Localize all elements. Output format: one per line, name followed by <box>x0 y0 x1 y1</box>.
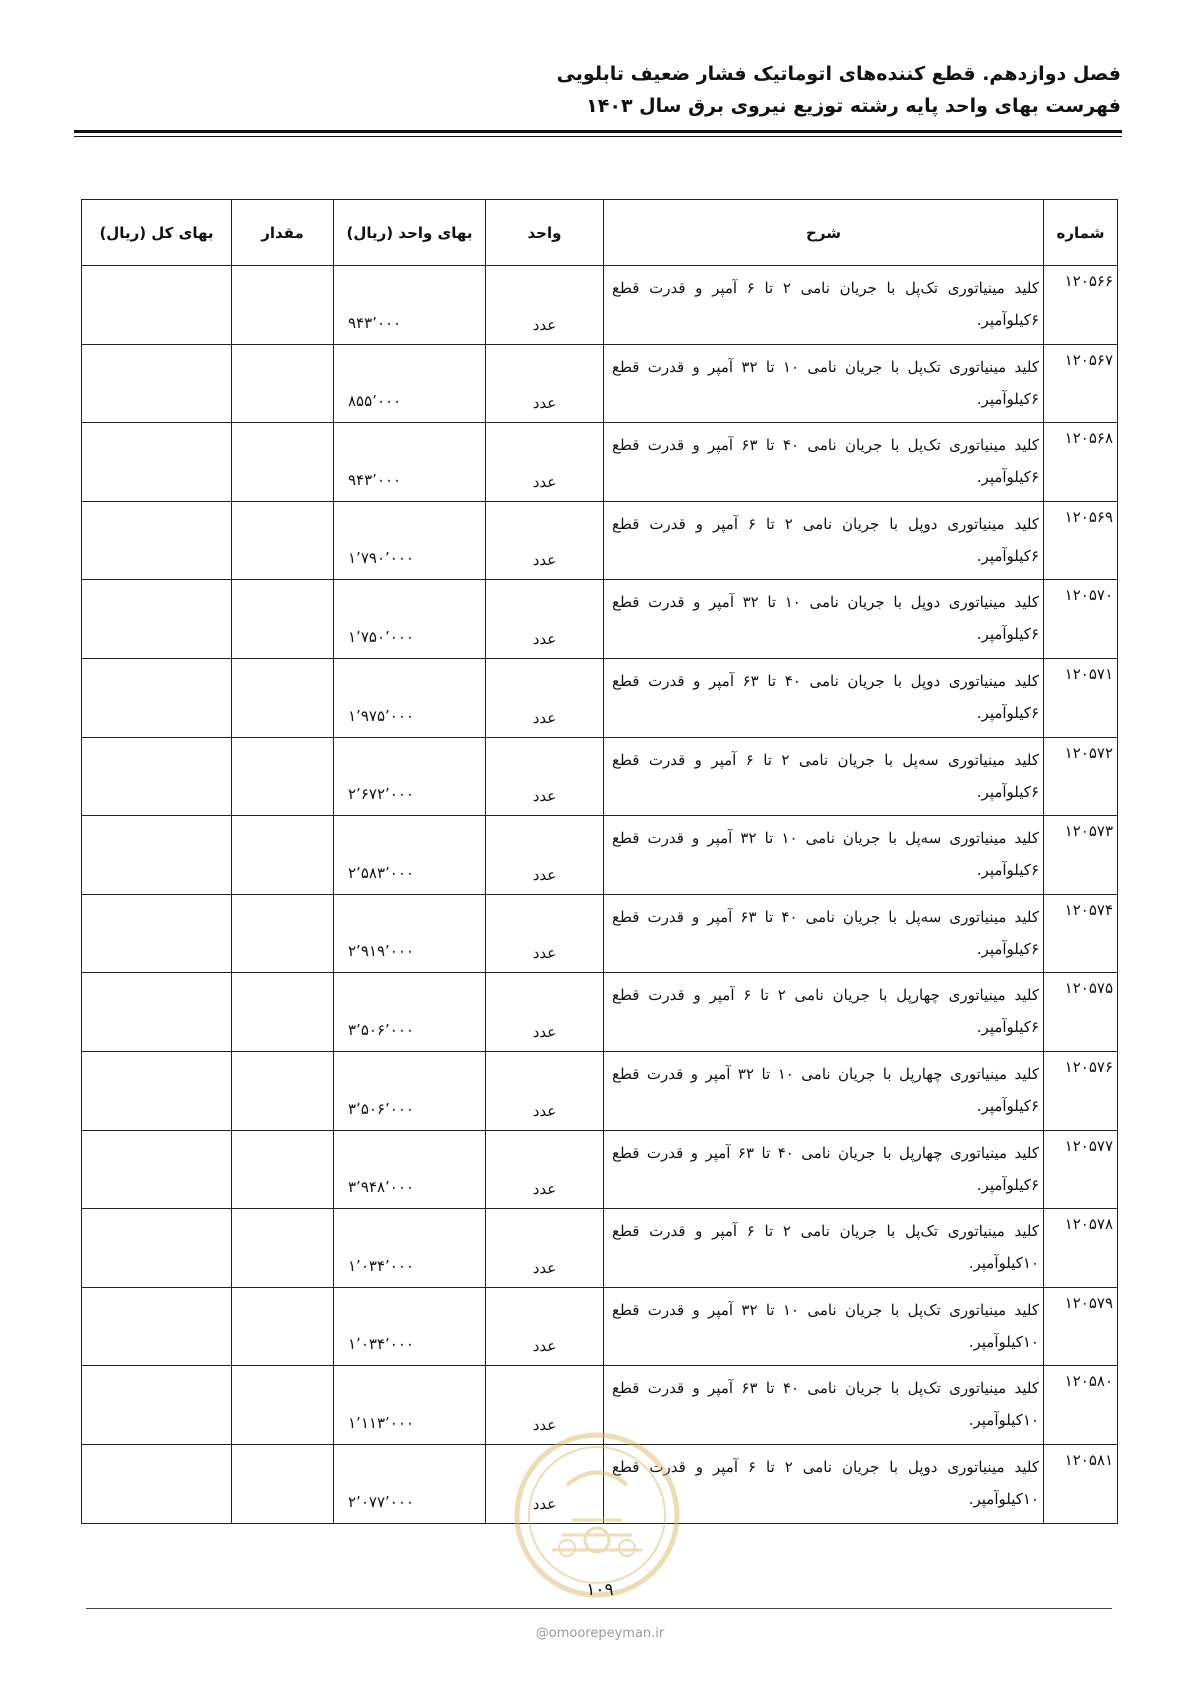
item-description: کلید مینیاتوری سه‌پل با جریان نامی ۲ تا ۶ آمپر و قدرت قطع ۶کیلوآمپر. <box>604 737 1044 816</box>
item-description: کلید مینیاتوری چهارپل با جریان نامی ۲ تا ۶ آمپر و قدرت قطع ۶کیلوآمپر. <box>604 973 1044 1052</box>
item-quantity <box>232 1287 334 1366</box>
item-code: ۱۲۰۵۷۵ <box>1044 973 1118 1052</box>
item-description: کلید مینیاتوری دوپل با جریان نامی ۱۰ تا ۳۲ آمپر و قدرت قطع ۶کیلوآمپر. <box>604 580 1044 659</box>
item-description: کلید مینیاتوری تک‌پل با جریان نامی ۱۰ تا ۳۲ آمپر و قدرت قطع ۱۰کیلوآمپر. <box>604 1287 1044 1366</box>
item-unit: عدد <box>486 737 604 816</box>
item-unit: عدد <box>486 973 604 1052</box>
header-rule <box>74 130 1122 133</box>
table-row <box>82 973 1118 1052</box>
item-unit: عدد <box>486 1051 604 1130</box>
table-row <box>82 580 1118 659</box>
header-rule-thin <box>74 136 1122 137</box>
table-row <box>82 501 1118 580</box>
item-total-price <box>82 423 232 502</box>
item-unit-price: ۱٬۹۷۵٬۰۰۰ <box>334 658 486 737</box>
item-quantity <box>232 344 334 423</box>
item-unit-price: ۸۵۵٬۰۰۰ <box>334 344 486 423</box>
price-table <box>81 199 1118 1524</box>
table-row <box>82 1130 1118 1209</box>
item-total-price <box>82 1209 232 1288</box>
item-code: ۱۲۰۵۶۶ <box>1044 266 1118 345</box>
item-total-price <box>82 501 232 580</box>
item-description: کلید مینیاتوری چهارپل با جریان نامی ۱۰ تا ۳۲ آمپر و قدرت قطع ۶کیلوآمپر. <box>604 1051 1044 1130</box>
item-code: ۱۲۰۵۶۷ <box>1044 344 1118 423</box>
item-code: ۱۲۰۵۷۷ <box>1044 1130 1118 1209</box>
item-description: کلید مینیاتوری دوپل با جریان نامی ۲ تا ۶ آمپر و قدرت قطع ۶کیلوآمپر. <box>604 501 1044 580</box>
item-unit-price: ۲٬۶۷۲٬۰۰۰ <box>334 737 486 816</box>
table-row <box>82 737 1118 816</box>
item-code: ۱۲۰۵۷۸ <box>1044 1209 1118 1288</box>
item-total-price <box>82 1287 232 1366</box>
table-row <box>82 658 1118 737</box>
table-row <box>82 1287 1118 1366</box>
item-total-price <box>82 266 232 345</box>
item-unit-price: ۲٬۰۷۷٬۰۰۰ <box>334 1444 486 1523</box>
item-code: ۱۲۰۵۷۶ <box>1044 1051 1118 1130</box>
item-quantity <box>232 894 334 973</box>
item-total-price <box>82 1444 232 1523</box>
item-code: ۱۲۰۵۶۹ <box>1044 501 1118 580</box>
header-unit: واحد <box>486 200 604 266</box>
item-unit: عدد <box>486 344 604 423</box>
table-row <box>82 894 1118 973</box>
item-quantity <box>232 1209 334 1288</box>
item-description: کلید مینیاتوری سه‌پل با جریان نامی ۴۰ تا ۶۳ آمپر و قدرت قطع ۶کیلوآمپر. <box>604 894 1044 973</box>
item-unit-price: ۱٬۷۹۰٬۰۰۰ <box>334 501 486 580</box>
item-code: ۱۲۰۵۷۰ <box>1044 580 1118 659</box>
header-description: شرح <box>604 200 1044 266</box>
item-unit: عدد <box>486 266 604 345</box>
item-total-price <box>82 973 232 1052</box>
item-description: کلید مینیاتوری چهارپل با جریان نامی ۴۰ تا ۶۳ آمپر و قدرت قطع ۶کیلوآمپر. <box>604 1130 1044 1209</box>
item-code: ۱۲۰۵۷۱ <box>1044 658 1118 737</box>
item-quantity <box>232 658 334 737</box>
header-unit-price: بهای واحد (ریال) <box>334 200 486 266</box>
header-total-price: بهای کل (ریال) <box>82 200 232 266</box>
item-quantity <box>232 973 334 1052</box>
item-quantity <box>232 1444 334 1523</box>
chapter-title: فصل دوازدهم. قطع کننده‌های اتوماتیک فشار ضعیف تابلویی <box>556 63 1121 85</box>
item-unit: عدد <box>486 501 604 580</box>
table-header-row <box>82 200 1118 266</box>
item-quantity <box>232 1051 334 1130</box>
item-total-price <box>82 1051 232 1130</box>
item-quantity <box>232 737 334 816</box>
item-description: کلید مینیاتوری سه‌پل با جریان نامی ۱۰ تا ۳۲ آمپر و قدرت قطع ۶کیلوآمپر. <box>604 816 1044 895</box>
item-code: ۱۲۰۵۷۹ <box>1044 1287 1118 1366</box>
table-row <box>82 816 1118 895</box>
item-quantity <box>232 266 334 345</box>
item-unit-price: ۲٬۵۸۳٬۰۰۰ <box>334 816 486 895</box>
item-description: کلید مینیاتوری دوپل با جریان نامی ۴۰ تا ۶۳ آمپر و قدرت قطع ۶کیلوآمپر. <box>604 658 1044 737</box>
document-title: فهرست بهای واحد پایه رشته توزیع نیروی برق سال ۱۴۰۳ <box>586 95 1121 117</box>
item-total-price <box>82 1130 232 1209</box>
item-quantity <box>232 423 334 502</box>
item-unit-price: ۲٬۹۱۹٬۰۰۰ <box>334 894 486 973</box>
footer-rule <box>86 1608 1112 1609</box>
item-unit: عدد <box>486 1444 604 1523</box>
item-unit: عدد <box>486 894 604 973</box>
item-unit: عدد <box>486 423 604 502</box>
item-description: کلید مینیاتوری تک‌پل با جریان نامی ۴۰ تا ۶۳ آمپر و قدرت قطع ۱۰کیلوآمپر. <box>604 1366 1044 1445</box>
item-unit: عدد <box>486 1130 604 1209</box>
item-unit-price: ۳٬۵۰۶٬۰۰۰ <box>334 973 486 1052</box>
item-quantity <box>232 1130 334 1209</box>
header-quantity: مقدار <box>232 200 334 266</box>
item-unit-price: ۱٬۱۱۳٬۰۰۰ <box>334 1366 486 1445</box>
item-quantity <box>232 580 334 659</box>
item-quantity <box>232 1366 334 1445</box>
item-description: کلید مینیاتوری تک‌پل با جریان نامی ۲ تا ۶ آمپر و قدرت قطع ۶کیلوآمپر. <box>604 266 1044 345</box>
item-unit-price: ۱٬۷۵۰٬۰۰۰ <box>334 580 486 659</box>
item-code: ۱۲۰۵۸۰ <box>1044 1366 1118 1445</box>
page-number: ۱۰۹ <box>586 1580 614 1600</box>
item-description: کلید مینیاتوری تک‌پل با جریان نامی ۱۰ تا ۳۲ آمپر و قدرت قطع ۶کیلوآمپر. <box>604 344 1044 423</box>
item-total-price <box>82 344 232 423</box>
item-unit-price: ۹۴۳٬۰۰۰ <box>334 266 486 345</box>
item-code: ۱۲۰۵۷۴ <box>1044 894 1118 973</box>
item-unit: عدد <box>486 1366 604 1445</box>
item-code: ۱۲۰۵۸۱ <box>1044 1444 1118 1523</box>
item-total-price <box>82 894 232 973</box>
table-row <box>82 266 1118 345</box>
item-quantity <box>232 501 334 580</box>
item-description: کلید مینیاتوری دوپل با جریان نامی ۲ تا ۶ آمپر و قدرت قطع ۱۰کیلوآمپر. <box>604 1444 1044 1523</box>
item-unit: عدد <box>486 658 604 737</box>
table-row <box>82 1209 1118 1288</box>
item-total-price <box>82 1366 232 1445</box>
item-unit: عدد <box>486 1209 604 1288</box>
item-unit-price: ۹۴۳٬۰۰۰ <box>334 423 486 502</box>
page-header <box>71 58 1121 122</box>
site-watermark: @omoorepeyman.ir <box>535 1626 665 1641</box>
table-body <box>82 266 1118 1524</box>
item-code: ۱۲۰۵۷۳ <box>1044 816 1118 895</box>
item-quantity <box>232 816 334 895</box>
item-unit-price: ۱٬۰۳۴٬۰۰۰ <box>334 1209 486 1288</box>
item-unit-price: ۱٬۰۳۴٬۰۰۰ <box>334 1287 486 1366</box>
header-code: شماره <box>1044 200 1118 266</box>
item-unit: عدد <box>486 1287 604 1366</box>
item-total-price <box>82 580 232 659</box>
item-unit-price: ۳٬۵۰۶٬۰۰۰ <box>334 1051 486 1130</box>
item-total-price <box>82 658 232 737</box>
item-unit: عدد <box>486 816 604 895</box>
table-row <box>82 1051 1118 1130</box>
publisher-seal-watermark <box>512 1430 682 1600</box>
table-row <box>82 344 1118 423</box>
item-unit-price: ۳٬۹۴۸٬۰۰۰ <box>334 1130 486 1209</box>
item-code: ۱۲۰۵۷۲ <box>1044 737 1118 816</box>
item-total-price <box>82 737 232 816</box>
table-row <box>82 423 1118 502</box>
item-unit: عدد <box>486 580 604 659</box>
item-total-price <box>82 816 232 895</box>
item-description: کلید مینیاتوری تک‌پل با جریان نامی ۲ تا ۶ آمپر و قدرت قطع ۱۰کیلوآمپر. <box>604 1209 1044 1288</box>
item-description: کلید مینیاتوری تک‌پل با جریان نامی ۴۰ تا ۶۳ آمپر و قدرت قطع ۶کیلوآمپر. <box>604 423 1044 502</box>
item-code: ۱۲۰۵۶۸ <box>1044 423 1118 502</box>
